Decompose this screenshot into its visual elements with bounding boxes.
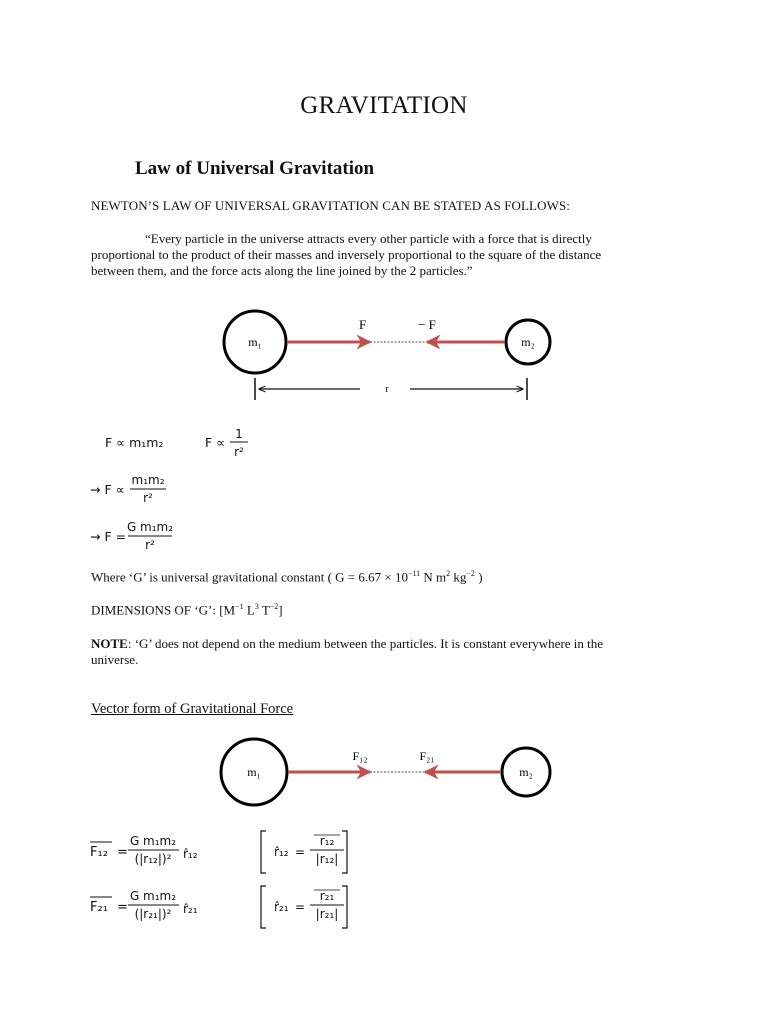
proportionality-equations <box>80 420 320 560</box>
distance-label: r <box>385 384 389 395</box>
equals-sign: = <box>117 900 128 915</box>
f12-denominator: (|r₁₂|)² <box>134 852 172 866</box>
r21-denominator: |r₂₁| <box>315 907 339 921</box>
eq-final-lhs: → F = <box>90 529 127 544</box>
eq-prop-distance-denominator: r² <box>234 445 244 459</box>
f21-numerator: G m₁m₂ <box>129 889 177 903</box>
vector-force-diagram <box>0 730 768 820</box>
r21-hat: r̂₂₁ <box>274 900 289 914</box>
intro-statement: NEWTON’S LAW OF UNIVERSAL GRAVITATION CAN BE STATED AS FOLLOWS: <box>91 198 571 213</box>
f12-lhs: F₁₂ <box>90 845 108 860</box>
r12-hat: r̂₁₂ <box>274 845 289 859</box>
equals-sign: = <box>117 845 128 860</box>
page-title: GRAVITATION <box>300 92 468 119</box>
f21-lhs: F₂₁ <box>90 900 108 915</box>
bracket-left <box>261 831 266 873</box>
note-label: NOTE <box>91 636 128 651</box>
bracket-right <box>342 886 347 928</box>
r12-denominator: |r₁₂| <box>315 852 339 866</box>
force-21-label: F₂₁ <box>419 749 435 763</box>
force-label: F <box>359 317 367 332</box>
mass-1-label: m₁ <box>248 335 262 349</box>
mass-2-label: m₂ <box>519 765 533 779</box>
eq-combined-numerator: m₁m₂ <box>131 473 165 487</box>
f12-numerator: G m₁m₂ <box>129 834 177 848</box>
mass-1-label: m₁ <box>247 765 261 779</box>
law-quote: “Every particle in the universe attracts every other particle with a force that is directly proportional to the product of their masses and inversely proportional to the square of the distance between them, and the force acts along the line joined by the 2 particles.” <box>91 231 602 278</box>
gravitational-constant-line: Where ‘G’ is universal gravitational constant ( $G = 6.67 \times 10^{-11}$ N $m^2$ $kg^{-2}$ ) <box>91 569 483 585</box>
equals-sign: = <box>295 900 306 914</box>
dimensions-line: DIMENSIONS OF ‘G’: [$M^{-1}$ $L^3$ $T^{-2}$] <box>91 602 283 618</box>
f21-unit-vector: r̂₂₁ <box>183 902 198 916</box>
force-12-label: F₁₂ <box>352 749 368 763</box>
eq-prop-masses: F ∝ m₁m₂ <box>105 435 164 450</box>
negative-force-label: − F <box>418 317 436 332</box>
eq-final-denominator: r² <box>145 538 155 552</box>
f12-unit-vector: r̂₁₂ <box>183 847 198 861</box>
vector-form-heading: Vector form of Gravitational Force <box>91 701 294 717</box>
bracket-right <box>342 831 347 873</box>
eq-combined-denominator: r² <box>143 491 153 505</box>
r12-numerator: r₁₂ <box>319 834 335 848</box>
equals-sign: = <box>295 845 306 859</box>
gravitation-diagram <box>0 300 768 410</box>
f21-denominator: (|r₂₁|)² <box>134 907 172 921</box>
section-heading: Law of Universal Gravitation <box>135 158 375 179</box>
vector-equations <box>80 825 380 935</box>
note-paragraph: NOTE: ‘G’ does not depend on the medium between the particles. It is constant everywhere in the universe. <box>91 636 604 667</box>
bracket-left <box>261 886 266 928</box>
mass-2-label: m₂ <box>521 335 535 349</box>
eq-final-numerator: G m₁m₂ <box>126 520 174 534</box>
eq-prop-distance-lhs: F ∝ <box>205 435 226 450</box>
eq-combined-lhs: → F ∝ <box>90 482 125 497</box>
r21-numerator: r₂₁ <box>319 889 335 903</box>
eq-prop-distance-numerator: 1 <box>235 427 243 441</box>
